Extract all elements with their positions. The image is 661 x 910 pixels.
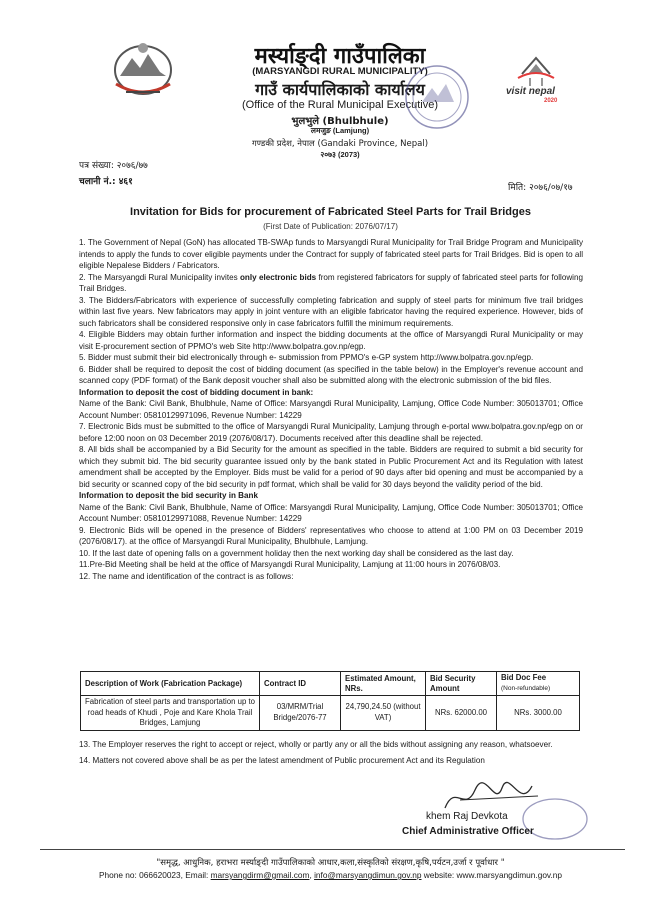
bank-info-1: Name of the Bank: Civil Bank, Bhulbhule, Name of Office: Marsyangdi Rural Municipality, Lamjung, Office Code Number: 305013701; Office Account Number: 05810129971096, Revenue Number: 14229 <box>79 399 583 420</box>
place-name: भुलभुले (Bhulbhule) <box>291 116 389 127</box>
signatory-name: khem Raj Devkota <box>426 811 508 822</box>
publication-date: (First Date of Publication: 2076/07/17) <box>263 222 398 231</box>
clause-2 <box>79 272 583 295</box>
clause-10: 10. If the last date of opening falls on a government holiday then the next working day shall be considered as the last day. <box>79 548 514 558</box>
footer-website: website: www.marsyangdimun.gov.np <box>421 870 562 880</box>
clause-3: 3. The Bidders/Fabricators with experience of successfully completing fabrication and supply of steel parts for minimum five trail bridges within last five years. New fabricators may apply in joint venture with an eligible fabricator having the required experience. However, bids of such fabricators shall be considered responsive only in case fabricators fulfill the minimum requirements. <box>79 295 583 328</box>
clause-2-part-c: from registered fabricators for supply of fabricated steel parts for following Trail Bridges. <box>79 272 583 293</box>
header-contract-id: Contract ID <box>260 672 341 696</box>
clause-4: 4. Eligible Bidders may obtain further information and inspect the bidding documents at the office of Marsyangdi Rural Municipality or may visit E-procurement section of PPMO's web Site http://www.bolpatra.gov.np/egp. <box>79 330 583 351</box>
footer-divider <box>40 849 625 850</box>
bank-info-heading-1: Information to deposit the cost of bidding document in bank: <box>79 387 314 397</box>
clause-13: 13. The Employer reserves the right to accept or reject, wholly or partly any or all the bids without assigning any reason, whatsoever. <box>79 740 553 749</box>
clause-1: 1. The Government of Nepal (GoN) has allocated TB-SWAp funds to Marsyangdi Rural Municipality for Trail Bridge Program and Municipality intends to apply the funds to cover eligible payments under the Contract for supply of fabricated steel parts for Trail Bridges. Bid is open to all eligible Nepalese Bidders / Fabricators. <box>79 238 583 270</box>
municipality-name-np: मर्स्याङ्दी गाउँपालिका <box>254 44 426 69</box>
visit-nepal-text: visit nepal <box>506 86 555 97</box>
header-fee-note: (Non-refundable) <box>501 685 551 692</box>
header-security: Bid Security Amount <box>426 672 497 696</box>
province-name: गण्डकी प्रदेश, नेपाल (Gandaki Province, Nepal) <box>251 139 429 149</box>
table-row <box>81 696 580 731</box>
footer-phone: Phone no: 066620023, Email: <box>99 870 211 880</box>
notice-title: Invitation for Bids for procurement of Fabricated Steel Parts for Trail Bridges <box>130 206 531 218</box>
clause-6: 6. Bidder shall be required to deposit the cost of bidding document (as specified in the table below) in the Employer's revenue account and scanned copy (PDF format) of the Bank deposit voucher shall also be submitted along with the electronic submission of the bid files. <box>79 364 583 385</box>
cell-estimated: 24,790,24.50 (without VAT) <box>341 696 426 731</box>
cell-contract-id: 03/MRM/Trial Bridge/2076-77 <box>260 696 341 731</box>
dispatch-number: चलानी नं.: ४६१ <box>79 177 133 187</box>
office-name-np: गाउँ कार्यपालिकाको कार्यालय <box>255 80 425 99</box>
clause-7: 7. Electronic Bids must be submitted to the office of Marsyangdi Rural Municipality, Lamjung through e-portal www.bolpatra.gov.np/egp on or before 12:00 noon on 03 December 2019 (2076/08/17). Documents received after this deadline shall be rejected. <box>79 422 583 443</box>
cell-fee: NRs. 3000.00 <box>497 696 580 731</box>
closing-clauses <box>79 739 583 766</box>
nepal-emblem-icon <box>108 36 178 100</box>
header-fee <box>497 672 580 696</box>
header-fee-label: Bid Doc Fee <box>501 673 547 682</box>
clause-8: 8. All bids shall be accompanied by a Bid Security for the amount as specified in the table. Bidders are required to submit a bid security for which they submit bid. The bid security guarantee issued only by the bank stated in Public Procurement Act and its Regulation with latest amendment shall be accepted by the Employer. Bids must be valid for a period of 90 days after bid opening and must be accompanied by a bid security or scanned copy of the bid security in pdf format, which shall be valid for 30 days beyond the validity period of the bid. <box>79 445 583 489</box>
footer-separator: , <box>309 870 315 880</box>
contract-table <box>80 671 580 731</box>
signatory-role: Chief Administrative Officer <box>402 826 534 837</box>
clause-2-part-a: 2. The Marsyangdi Rural Municipality invites <box>79 272 240 282</box>
header-estimated: Estimated Amount, NRs. <box>341 672 426 696</box>
clause-5: 5. Bidder must submit their bid electronically through e- submission from PPMO's e-GP system http://www.bolpatra.gov.np/egp. <box>79 353 534 362</box>
visit-nepal-logo <box>500 50 572 110</box>
letter-date: मिति: २०७६/०७/१७ <box>508 183 573 193</box>
table-header-row <box>81 672 580 696</box>
established-year: २०७३ (2073) <box>320 150 360 159</box>
clause-14: 14. Matters not covered above shall be as per the latest amendment of Public procurement Act and its Regulation <box>79 755 485 765</box>
office-name-en: (Office of the Rural Municipal Executive) <box>241 99 439 111</box>
reference-number: पत्र संख्या: २०७६/७७ <box>79 161 148 171</box>
footer-email-link-2[interactable]: info@marsyangdimun.gov.np <box>314 870 422 880</box>
clause-9: 9. Electronic Bids will be opened in the presence of Bidders' representatives who choose to attend at 1:00 PM on 03 December 2019 (2076/08/17). at the office of Marsyangdi Rural Municipality, Bhulbhule, Lamjung. <box>79 525 583 546</box>
bank-info-heading-2: Information to deposit the bid security in Bank <box>79 491 258 500</box>
office-stamp-icon <box>402 62 472 132</box>
visit-nepal-year: 2020 <box>544 98 558 104</box>
notice-body <box>79 237 583 582</box>
footer-motto: "समृद्ध, आधुनिक, हराभरा मर्स्याङ्दी गाउँपालिकाको आधार,कला,संस्कृतिको संरक्षण,कृषि,पर्यटन,उर्जा र पूर्वाधार " <box>156 858 505 868</box>
cell-security: NRs. 62000.00 <box>426 696 497 731</box>
footer-email-link-1[interactable]: marsyangdirm@gmail.com <box>210 870 310 880</box>
cell-description: Fabrication of steel parts and transportation up to road heads of Khudi , Poje and Kare Khola Trail Bridges, Lamjung <box>81 696 260 731</box>
header-description: Description of Work (Fabrication Package) <box>81 672 260 696</box>
district-name: लमजुङ (Lamjung) <box>310 126 370 135</box>
clause-11: 11.Pre-Bid Meeting shall be held at the office of Marsyangdi Rural Municipality, Lamjung at 11:00 hours in 2076/08/03. <box>79 560 501 569</box>
footer-contact <box>0 870 661 880</box>
municipality-name-en: (MARSYANGDI RURAL MUNICIPALITY) <box>252 66 428 77</box>
clause-2-bold: only electronic bids <box>239 272 317 282</box>
clause-12: 12. The name and identification of the contract is as follows: <box>79 571 294 581</box>
bank-info-2: Name of the Bank: Civil Bank, Bhulbhule, Name of Office: Marsyangdi Rural Municipality, Lamjung, Office Code Number: 305013701; Office Account Number: 05810129971088, Revenue Number: 14229 <box>79 502 583 523</box>
